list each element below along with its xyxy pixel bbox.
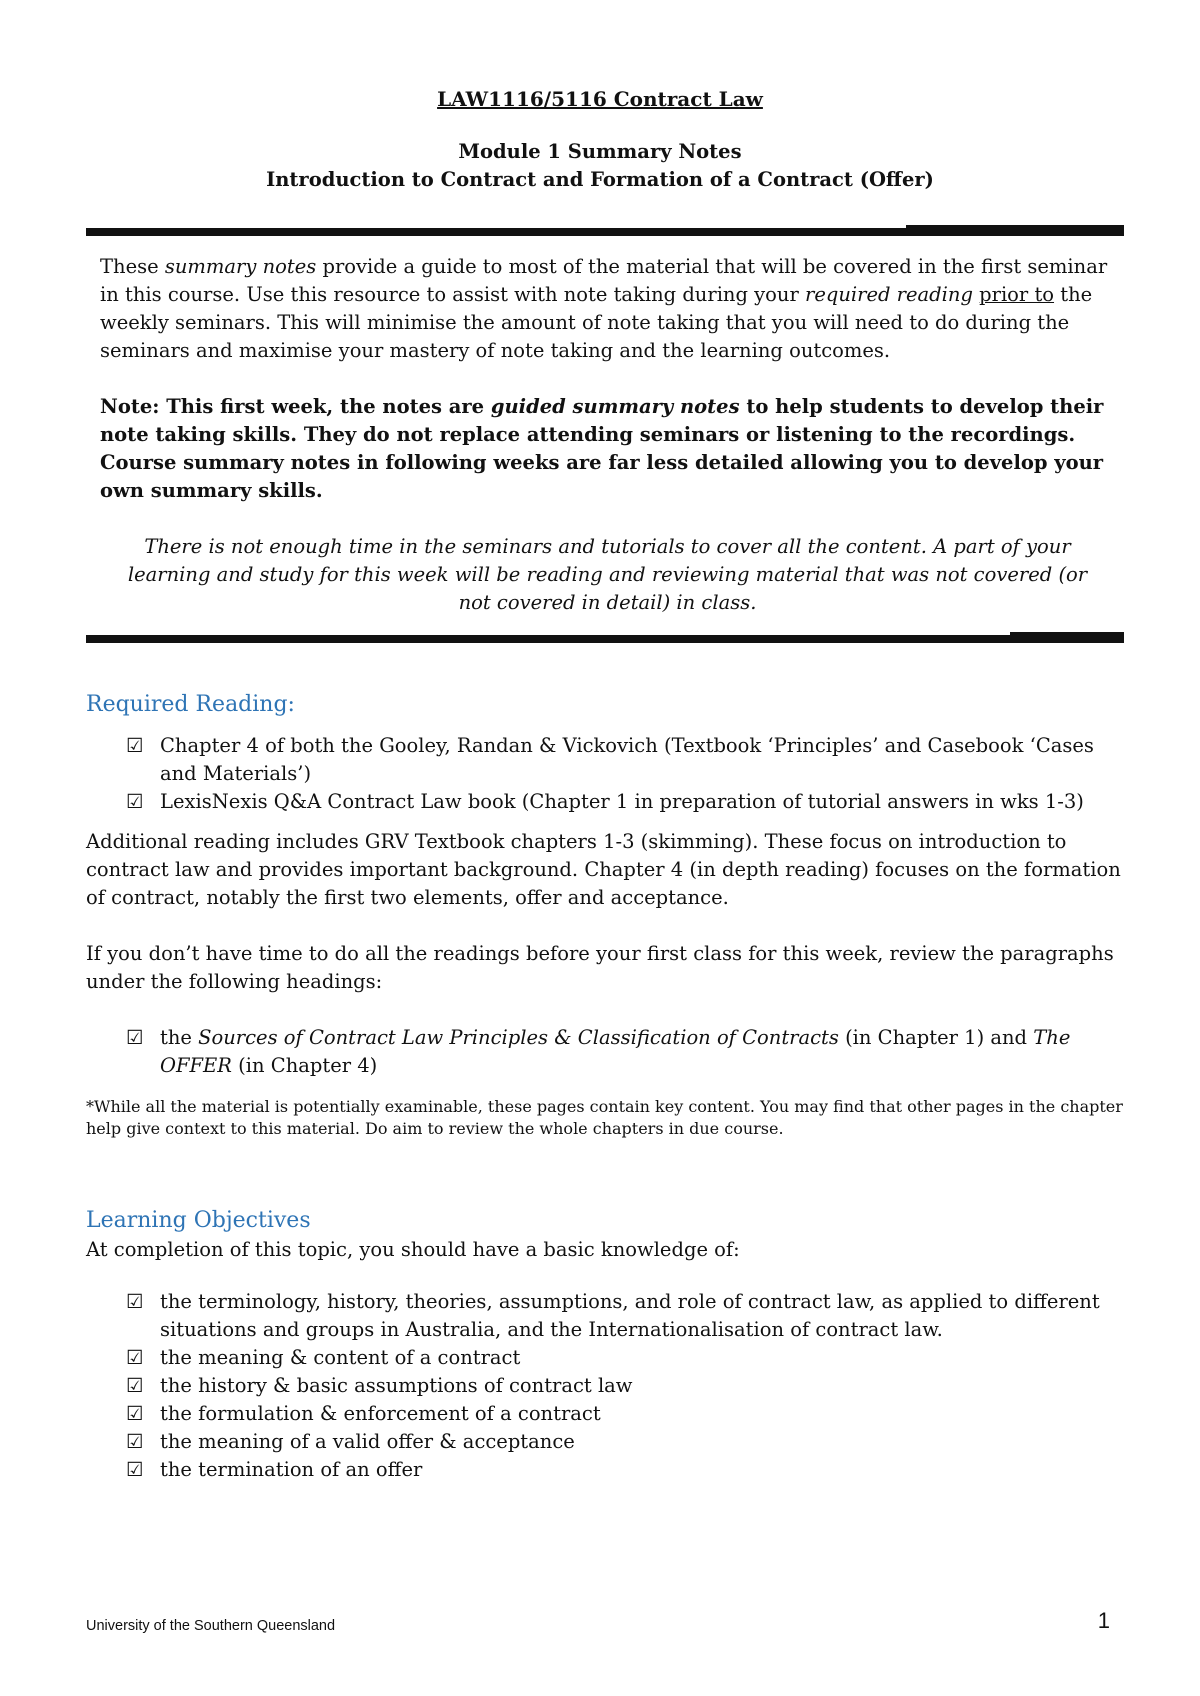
checkbox-icon: ☑ bbox=[126, 1346, 144, 1369]
intro-paragraph bbox=[100, 253, 1115, 365]
checkbox-icon: ☑ bbox=[126, 1374, 144, 1397]
intro-underline: prior to bbox=[979, 283, 1055, 306]
list-item-emphasis: Sources of Contract Law Principles & Classification of Contracts bbox=[198, 1026, 839, 1049]
list-item-text: the formulation & enforcement of a contract bbox=[160, 1402, 601, 1425]
objectives-lead: At completion of this topic, you should have a basic knowledge of: bbox=[86, 1238, 740, 1261]
top-rule bbox=[86, 228, 1124, 236]
list-item bbox=[126, 1288, 1126, 1344]
list-item bbox=[126, 1428, 1126, 1456]
module-title: Module 1 Summary Notes bbox=[458, 140, 742, 163]
required-reading-heading: Required Reading: bbox=[86, 692, 295, 717]
intro-text: These bbox=[100, 255, 165, 278]
learning-objectives-section bbox=[86, 1206, 1126, 1484]
list-item-text: Chapter 4 of both the Gooley, Randan & Vickovich (Textbook ‘Principles’ and Casebook ‘Cases and Materials’) bbox=[160, 734, 1094, 785]
list-item-emphasis: The OFFER bbox=[160, 1026, 1071, 1077]
list-item-text: LexisNexis Q&A Contract Law book (Chapter 1 in preparation of tutorial answers in wks 1-3) bbox=[160, 790, 1084, 813]
topic-title: Introduction to Contract and Formation of a Contract (Offer) bbox=[266, 168, 934, 191]
objectives-list bbox=[86, 1288, 1126, 1484]
course-title: LAW1116/5116 Contract Law bbox=[437, 87, 763, 111]
list-item-text: (in Chapter 4) bbox=[231, 1054, 378, 1077]
list-item bbox=[126, 788, 1126, 816]
learning-objectives-heading: Learning Objectives bbox=[86, 1208, 311, 1233]
list-item bbox=[126, 1372, 1126, 1400]
title-block bbox=[0, 86, 1200, 194]
required-reading-section bbox=[86, 690, 1126, 1140]
page-number: 1 bbox=[1097, 1608, 1110, 1633]
list-item-text: the terminology, history, theories, assumptions, and role of contract law, as applied to different situations and groups in Australia, and the Internationalisation of contract law. bbox=[160, 1290, 1100, 1341]
list-item-text: the bbox=[160, 1026, 199, 1049]
checkbox-icon: ☑ bbox=[126, 1402, 144, 1425]
no-time-paragraph: If you don’t have time to do all the readings before your first class for this week, review the paragraphs under the following headings: bbox=[86, 942, 1114, 993]
note-emphasis: guided summary notes bbox=[490, 395, 740, 418]
list-item bbox=[126, 1400, 1126, 1428]
intro-box bbox=[100, 253, 1115, 617]
list-item-text: the termination of an offer bbox=[160, 1458, 423, 1481]
intro-emphasis: required reading bbox=[805, 283, 973, 306]
list-item bbox=[126, 1024, 1126, 1080]
list-item bbox=[126, 1456, 1126, 1484]
list-item-text: the meaning of a valid offer & acceptance bbox=[160, 1430, 575, 1453]
note-text: Note: This first week, the notes are bbox=[100, 395, 491, 418]
checkbox-icon: ☑ bbox=[126, 1026, 144, 1049]
bottom-rule bbox=[86, 635, 1124, 643]
required-reading-list bbox=[86, 732, 1126, 816]
note-text: to help students to develop their note taking skills. They do not replace attending seminars or listening to the recordings. Course summary notes in following weeks are far less detailed allowing you to develop your own summary skills. bbox=[100, 395, 1104, 502]
additional-reading: Additional reading includes GRV Textbook chapters 1-3 (skimming). These focus on introduction to contract law and provides important background. Chapter 4 (in depth reading) focuses on the formation of contract, notably the first two elements, offer and acceptance. bbox=[86, 830, 1121, 909]
note-paragraph bbox=[100, 393, 1115, 505]
headings-list bbox=[86, 1024, 1126, 1080]
disclaimer: *While all the material is potentially examinable, these pages contain key content. You may find that other pages in the chapter help give context to this material. Do aim to review the whole chapters in due course. bbox=[86, 1097, 1123, 1138]
list-item-text: the history & basic assumptions of contract law bbox=[160, 1374, 633, 1397]
list-item bbox=[126, 732, 1126, 788]
list-item bbox=[126, 1344, 1126, 1372]
checkbox-icon: ☑ bbox=[126, 1430, 144, 1453]
intro-text: the weekly seminars. This will minimise the amount of note taking that you will need to do during the seminars and maximise your mastery of note taking and the learning outcomes. bbox=[100, 283, 1093, 362]
checkbox-icon: ☑ bbox=[126, 790, 144, 813]
footer-institution: University of the Southern Queensland bbox=[86, 1618, 336, 1634]
intro-text: provide a guide to most of the material that will be covered in the first seminar in this course. Use this resource to assist with note taking during your bbox=[100, 255, 1108, 306]
intro-emphasis: summary notes bbox=[164, 255, 317, 278]
checkbox-icon: ☑ bbox=[126, 1458, 144, 1481]
checkbox-icon: ☑ bbox=[126, 1290, 144, 1313]
list-item-text: the meaning & content of a contract bbox=[160, 1346, 521, 1369]
checkbox-icon: ☑ bbox=[126, 734, 144, 757]
list-item-text: (in Chapter 1) and bbox=[838, 1026, 1034, 1049]
italic-note: There is not enough time in the seminars and tutorials to cover all the content. A part of your learning and study for this week will be reading and reviewing material that was not covered (or not covered in detail) in class. bbox=[127, 535, 1088, 614]
